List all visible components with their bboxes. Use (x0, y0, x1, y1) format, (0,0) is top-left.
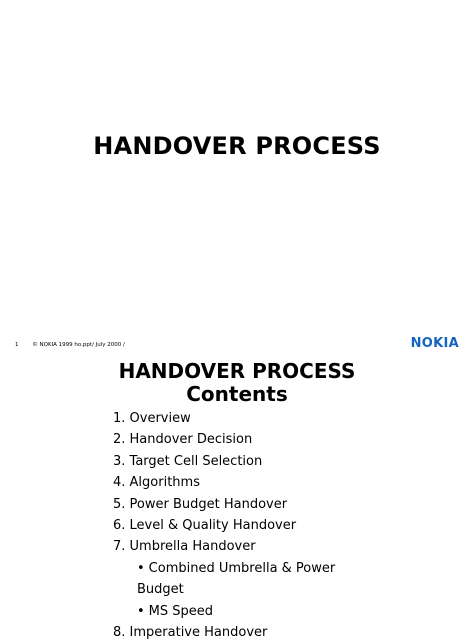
list-item: 4. Algorithms (113, 475, 200, 491)
bullet-icon: • (137, 560, 145, 576)
sub-item-label: MS Speed (148, 603, 214, 619)
list-item: 8. Imperative Handover (113, 624, 268, 640)
slide-footer (15, 342, 125, 348)
sub-list-item-continuation: Budget (137, 582, 184, 598)
list-item: 2. Handover Decision (113, 432, 253, 448)
contents-list (113, 408, 335, 643)
contents-title (0, 360, 474, 406)
list-item: 6. Level & Quality Handover (113, 517, 297, 533)
list-item: 7. Umbrella Handover (113, 539, 256, 555)
sub-item-label: Combined Umbrella & Power (148, 560, 336, 576)
list-item: 3. Target Cell Selection (113, 453, 263, 469)
nokia-logo: NOKIA (410, 336, 459, 351)
sub-list-item (113, 601, 335, 622)
list-item: 1. Overview (113, 411, 191, 426)
sub-list-item (113, 558, 335, 579)
copyright-text: © NOKIA 1999 ho.ppt/ July 2000 / (32, 342, 125, 348)
slide-title: HANDOVER PROCESS (93, 132, 381, 160)
bullet-icon: • (137, 603, 145, 619)
list-item: 5. Power Budget Handover (113, 496, 288, 512)
contents-title-line1: HANDOVER PROCESS (118, 359, 356, 383)
contents-slide (0, 332, 474, 640)
contents-title-line2: Contents (186, 382, 288, 406)
page-number: 1 (15, 342, 19, 348)
